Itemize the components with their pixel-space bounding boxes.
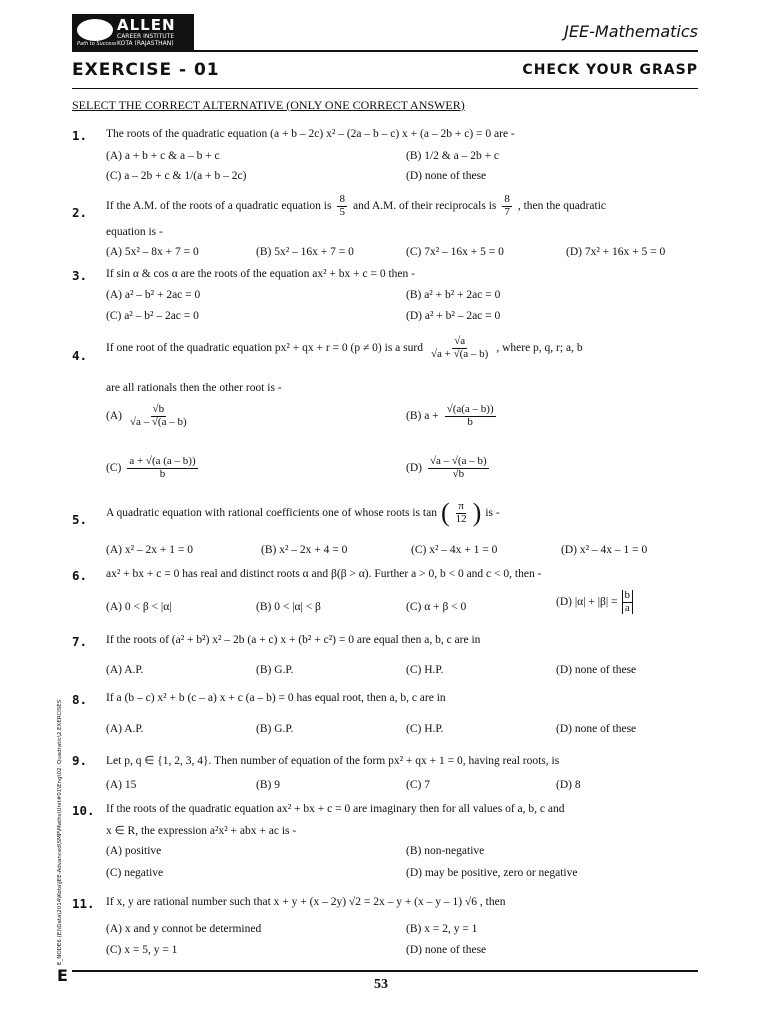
logo-emblem bbox=[77, 19, 113, 41]
q5-option-d: (D) x² – 4x – 1 = 0 bbox=[561, 544, 648, 556]
q2-frac1-den: 5 bbox=[339, 205, 345, 218]
q4-text-part1: If one root of the quadratic equation px² + qx + r = 0 (p ≠ 0) is a surd bbox=[106, 342, 423, 355]
q4-d-label: (D) bbox=[406, 462, 422, 475]
q10-option-a: (A) positive bbox=[106, 845, 162, 857]
footer-letter: E bbox=[57, 966, 68, 985]
q9-option-a: (A) 15 bbox=[106, 779, 137, 791]
logo-subtitle: CAREER INSTITUTE bbox=[117, 33, 175, 40]
q3-text: If sin α & cos α are the roots of the equation ax² + bx + c = 0 then - bbox=[106, 268, 415, 280]
q2-fraction-reciprocal bbox=[502, 194, 512, 218]
q2-text-part3: , then the quadratic bbox=[517, 200, 606, 213]
q4-d-fraction bbox=[428, 456, 489, 480]
q11-option-c: (C) x = 5, y = 1 bbox=[106, 944, 178, 956]
q6-d-num: b bbox=[624, 589, 631, 601]
q11-text: If x, y are rational number such that x + y + (x – 2y) √2 = 2x – y + (x – y – 1) √6 , then bbox=[106, 896, 506, 908]
footer-rule bbox=[72, 970, 698, 972]
q9-option-c: (C) 7 bbox=[406, 779, 430, 791]
q5-option-a: (A) x² – 2x + 1 = 0 bbox=[106, 544, 194, 556]
q6-d-fraction bbox=[622, 590, 634, 614]
logo-name: ALLEN bbox=[117, 16, 176, 34]
q4-option-d bbox=[406, 456, 489, 480]
q3-option-b: (B) a² + b² + 2ac = 0 bbox=[406, 289, 501, 301]
q4-text-part2: , where p, q, r; a, b bbox=[496, 342, 583, 355]
q9-option-b: (B) 9 bbox=[256, 779, 280, 791]
exercise-title: EXERCISE - 01 bbox=[72, 60, 220, 80]
q4-surd-den: √a + √(a – b) bbox=[430, 347, 489, 360]
q5-text-part2: is - bbox=[485, 507, 500, 519]
q2-option-d: (D) 7x² + 16x + 5 = 0 bbox=[566, 246, 666, 258]
q4-option-b bbox=[406, 404, 496, 428]
q4-b-fraction bbox=[445, 404, 496, 428]
q4-a-fraction bbox=[128, 404, 189, 428]
q5-open-paren: ( bbox=[440, 498, 450, 527]
q6-option-d bbox=[556, 590, 633, 614]
q4-surd-fraction bbox=[429, 336, 490, 360]
q11-number: 11. bbox=[72, 896, 95, 911]
q5-text bbox=[106, 500, 500, 526]
q7-number: 7. bbox=[72, 634, 88, 649]
logo-tagline: Path to Success bbox=[77, 41, 117, 47]
q4-b-den: b bbox=[467, 415, 473, 428]
q2-frac2-num: 8 bbox=[504, 193, 510, 205]
q7-option-a: (A) A.P. bbox=[106, 664, 144, 676]
q2-frac1-num: 8 bbox=[339, 193, 345, 205]
q5-number: 5. bbox=[72, 512, 88, 527]
q3-number: 3. bbox=[72, 268, 88, 283]
q11-option-d: (D) none of these bbox=[406, 944, 487, 956]
q1-text: The roots of the quadratic equation (a + b – 2c) x² – (2a – b – c) x + (a – 2b + c) = 0 are - bbox=[106, 128, 515, 140]
q2-text-part1: If the A.M. of the roots of a quadratic equation is bbox=[106, 200, 332, 213]
q8-option-d: (D) none of these bbox=[556, 723, 637, 735]
q2-text-part4: equation is - bbox=[106, 226, 163, 238]
q6-d-text: (D) |α| + |β| = bbox=[556, 596, 618, 609]
q5-option-c: (C) x² – 4x + 1 = 0 bbox=[411, 544, 498, 556]
q4-d-den: √b bbox=[452, 467, 465, 480]
q5-close-paren: ) bbox=[472, 498, 482, 527]
logo-location: KOTA (RAJASTHAN) bbox=[117, 40, 174, 47]
q8-option-a: (A) A.P. bbox=[106, 723, 144, 735]
q4-c-fraction bbox=[127, 456, 197, 480]
q7-option-c: (C) H.P. bbox=[406, 664, 444, 676]
q4-number: 4. bbox=[72, 348, 88, 363]
q4-c-label: (C) bbox=[106, 462, 122, 475]
q3-option-a: (A) a² – b² + 2ac = 0 bbox=[106, 289, 201, 301]
q6-d-den: a bbox=[624, 601, 630, 614]
q10-number: 10. bbox=[72, 803, 95, 818]
check-title: CHECK YOUR GRASP bbox=[522, 62, 698, 78]
q5-text-part1: A quadratic equation with rational coefficients one of whose roots is tan bbox=[106, 507, 437, 519]
q7-text: If the roots of (a² + b²) x² – 2b (a + c) x + (b² + c²) = 0 are equal then a, b, c are in bbox=[106, 634, 481, 646]
q2-option-c: (C) 7x² – 16x + 5 = 0 bbox=[406, 246, 504, 258]
q8-option-b: (B) G.P. bbox=[256, 723, 294, 735]
q8-option-c: (C) H.P. bbox=[406, 723, 444, 735]
side-file-path: E_NODE6 (E)\Data\2014\Kota\JEE-Advanced\SMP\Maths\Unit#01\Eng\02. Quadratic\2.EXERCISES bbox=[57, 699, 63, 965]
q2-text bbox=[106, 194, 606, 218]
q5-frac-num: π bbox=[458, 499, 464, 512]
q10-option-c: (C) negative bbox=[106, 867, 164, 879]
q4-c-den: b bbox=[159, 467, 166, 480]
q3-option-d: (D) a² + b² – 2ac = 0 bbox=[406, 310, 501, 322]
q9-text: Let p, q ∈ {1, 2, 3, 4}. Then number of equation of the form px² + qx + 1 = 0, having real roots, is bbox=[106, 755, 560, 767]
q1-option-b: (B) 1/2 & a – 2b + c bbox=[406, 150, 500, 162]
q4-a-den: √a – √(a – b) bbox=[129, 415, 187, 428]
q2-option-b: (B) 5x² – 16x + 7 = 0 bbox=[256, 246, 354, 258]
q5-option-b: (B) x² – 2x + 4 = 0 bbox=[261, 544, 348, 556]
q4-text bbox=[106, 336, 583, 360]
q2-number: 2. bbox=[72, 205, 88, 220]
allen-logo bbox=[72, 14, 194, 50]
q4-text-part3: are all rationals then the other root is - bbox=[106, 382, 282, 394]
q1-option-c: (C) a – 2b + c & 1/(a + b – 2c) bbox=[106, 170, 247, 182]
header-rule bbox=[72, 50, 698, 52]
q10-text-line2: x ∈ R, the expression a²x² + abx + ac is - bbox=[106, 825, 297, 837]
q1-option-a: (A) a + b + c & a – b + c bbox=[106, 150, 220, 162]
q10-text: If the roots of the quadratic equation ax² + bx + c = 0 are imaginary then for all values of a, b, c and bbox=[106, 803, 565, 815]
q4-option-a bbox=[106, 404, 189, 428]
subject-title: JEE-Mathematics bbox=[564, 22, 698, 41]
q7-option-d: (D) none of these bbox=[556, 664, 637, 676]
q1-number: 1. bbox=[72, 128, 88, 143]
q4-d-num: √a – √(a – b) bbox=[429, 455, 487, 467]
page-number: 53 bbox=[374, 977, 388, 992]
q10-option-b: (B) non-negative bbox=[406, 845, 485, 857]
q4-option-c bbox=[106, 456, 198, 480]
q8-number: 8. bbox=[72, 692, 88, 707]
q6-option-a: (A) 0 < β < |α| bbox=[106, 601, 172, 613]
q4-a-num: √b bbox=[152, 403, 165, 415]
q2-text-part2: and A.M. of their reciprocals is bbox=[352, 200, 497, 213]
q4-c-num: a + √(a (a – b)) bbox=[129, 455, 196, 467]
q3-option-c: (C) a² – b² – 2ac = 0 bbox=[106, 310, 199, 322]
q2-frac2-den: 7 bbox=[504, 205, 510, 218]
q9-number: 9. bbox=[72, 753, 88, 768]
q4-surd-num: √a bbox=[454, 335, 466, 347]
q5-frac-den: 12 bbox=[455, 512, 467, 525]
q10-option-d: (D) may be positive, zero or negative bbox=[406, 867, 578, 879]
q6-number: 6. bbox=[72, 568, 88, 583]
q8-text: If a (b – c) x² + b (c – a) x + c (a – b) = 0 has equal root, then a, b, c are in bbox=[106, 692, 446, 704]
q11-option-a: (A) x and y connot be determined bbox=[106, 923, 262, 935]
q6-option-b: (B) 0 < |α| < β bbox=[256, 601, 321, 613]
q4-a-label: (A) bbox=[106, 410, 122, 423]
section-rule bbox=[72, 88, 698, 89]
q7-option-b: (B) G.P. bbox=[256, 664, 294, 676]
q6-text: ax² + bx + c = 0 has real and distinct roots α and β(β > α). Further a > 0, b < 0 and c < 0, then - bbox=[106, 568, 542, 580]
q9-option-d: (D) 8 bbox=[556, 779, 581, 791]
q1-option-d: (D) none of these bbox=[406, 170, 487, 182]
q11-option-b: (B) x = 2, y = 1 bbox=[406, 923, 478, 935]
q4-b-label: (B) a + bbox=[406, 410, 439, 423]
instruction: SELECT THE CORRECT ALTERNATIVE (ONLY ONE CORRECT ANSWER) bbox=[72, 98, 465, 112]
q6-option-c: (C) α + β < 0 bbox=[406, 601, 467, 613]
q2-option-a: (A) 5x² – 8x + 7 = 0 bbox=[106, 246, 199, 258]
q2-fraction-am bbox=[337, 194, 347, 218]
q4-b-num: √(a(a – b)) bbox=[446, 403, 494, 415]
q5-fraction bbox=[454, 501, 469, 525]
